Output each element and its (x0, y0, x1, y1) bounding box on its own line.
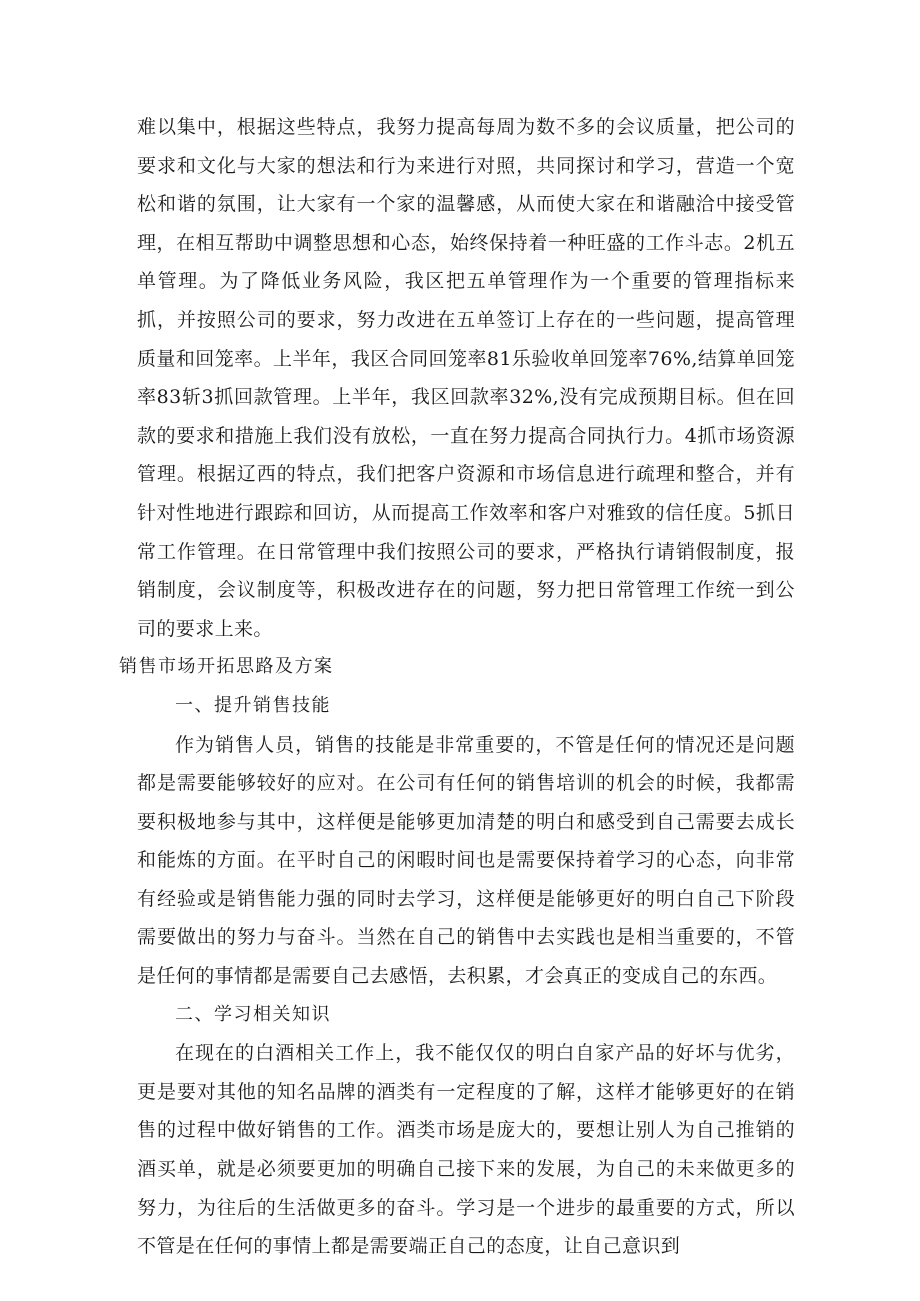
section-heading-sales-skills: 一、提升销售技能 (175, 694, 331, 716)
paragraph-management: 难以集中，根据这些特点，我努力提高每周为数不多的会议质量，把公司的要求和文化与大家的想法和行为来进行对照，共同探讨和学习，营造一个宽松和谐的氛围，让大家有一个家的温馨感，从而使大家在和谐融洽中接受管理，在相互帮助中调整思想和心态，始终保持着一种旺盛的工作斗志。2机五单管理。为了降低业务风险，我区把五单管理作为一个重要的管理指标来抓，并按照公司的要求，努力改进在五单签订上存在的一些问题，提高管理质量和回笼率。上半年，我区合同回笼率81乐验收单回笼率76%,结算单回笼率83斩3抓回款管理。上半年，我区回款率32%,没有完成预期目标。但在回款的要求和措施上我们没有放松，一直在努力提高合同执行力。4抓市场资源管理。根据辽西的特点，我们把客户资源和市场信息进行疏理和整合，并有针对性地进行跟踪和回访，从而提高工作效率和客户对雅致的信任度。5抓日常工作管理。在日常管理中我们按照公司的要求，严格执行请销假制度，报销制度，会议制度等，积极改进存在的问题，努力把日常管理工作统一到公司的要求上来。 (137, 116, 795, 640)
paragraph-sales-skills: 作为销售人员，销售的技能是非常重要的，不管是任何的情况还是问题都是需要能够较好的应对。在公司有任何的销售培训的机会的时候，我都需要积极地参与其中，这样便是能够更加清楚的明白和感受到自己需要去成长和能炼的方面。在平时自己的闲暇时间也是需要保持着学习的心态，向非常有经验或是销售能力强的同时去学习，这样便是能够更好的明白自己下阶段需要做出的努力与奋斗。当然在自己的销售中去实践也是相当重要的，不管是任何的事情都是需要自己去感悟，去积累，才会真正的变成自己的东西。 (137, 733, 795, 988)
document-title: 销售市场开拓思路及方案 (119, 656, 334, 678)
document-body (119, 108, 795, 1266)
paragraph-related-knowledge: 在现在的白酒相关工作上，我不能仅仅的明白自家产品的好坏与优劣，更是要对其他的知名品牌的酒类有一定程度的了解，这样才能够更好的在销售的过程中做好销售的工作。酒类市场是庞大的，要想让别人为自己推销的酒买单，就是必须要更加的明确自己接下来的发展，为自己的未来做更多的努力，为往后的生活做更多的奋斗。学习是一个进步的最重要的方式，所以不管是在任何的事情上都是需要端正自己的态度，让自己意识到 (137, 1042, 795, 1258)
section-heading-related-knowledge: 二、学习相关知识 (175, 1003, 331, 1025)
